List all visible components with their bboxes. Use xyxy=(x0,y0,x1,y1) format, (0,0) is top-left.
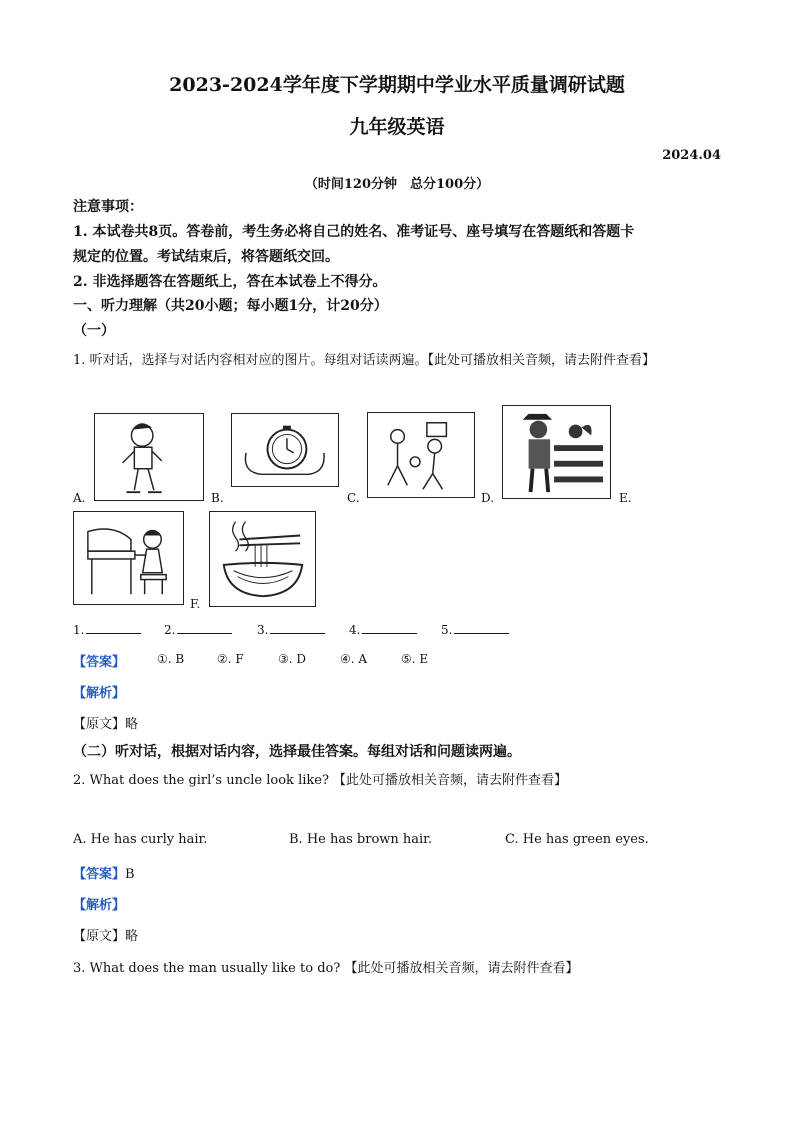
question-2-option-b: B. He has brown hair. xyxy=(289,832,433,847)
analysis-tag: 【解析】 xyxy=(73,686,126,701)
blank-number: 5. xyxy=(441,623,453,637)
answer-4: ④. A xyxy=(340,652,368,666)
notes-line-1: 1. 本试卷共8页。答卷前，考生务必将自己的姓名、准考证号、座号填写在答题纸和答题卡 xyxy=(73,224,635,240)
exam-time-info: （时间120分钟 总分100分） xyxy=(304,177,490,192)
question-2-answer: B xyxy=(125,867,135,882)
section-1-heading: 一、听力理解（共20小题；每小题1分，计20分） xyxy=(73,298,388,314)
original-tag-2: 【原文】 xyxy=(73,929,126,944)
original-text: 略 xyxy=(125,717,139,732)
analysis-tag-2: 【解析】 xyxy=(73,898,126,913)
watch-icon xyxy=(232,414,338,486)
answer-blank-2[interactable] xyxy=(164,621,232,637)
label-c: C. xyxy=(347,491,360,505)
original-text-2: 略 xyxy=(125,929,139,944)
blank-number: 1. xyxy=(73,623,85,637)
boy-dancing-icon xyxy=(95,414,203,500)
picture-a-boy-dancing xyxy=(94,413,204,501)
answer-tag: 【答案】 xyxy=(73,655,126,670)
question-2-text: 2. What does the girl’s uncle look like? 【此处可播放相关音频，请去附件查看】 xyxy=(73,773,568,788)
label-e: E. xyxy=(619,491,632,505)
answer-blank-1[interactable] xyxy=(73,621,141,637)
answer-tag-2: 【答案】 xyxy=(73,867,126,882)
part-1-label: （一） xyxy=(73,323,115,339)
blank-number: 2. xyxy=(164,623,176,637)
question-1-text: 1. 听对话，选择与对话内容相对应的图片。每组对话读两遍。【此处可播放相关音频，请去附件查看】 xyxy=(73,353,656,368)
exam-date: 2024.04 xyxy=(662,148,721,163)
label-a: A. xyxy=(73,491,86,505)
notes-line-1b: 规定的位置。考试结束后，将答题纸交回。 xyxy=(73,249,339,265)
original-tag: 【原文】 xyxy=(73,717,126,732)
label-f: F. xyxy=(190,597,201,611)
exam-title: 2023-2024学年度下学期期中学业水平质量调研试题 xyxy=(169,74,625,96)
blank-number: 4. xyxy=(349,623,361,637)
question-2-answer-line xyxy=(73,863,135,882)
answer-blank-5[interactable] xyxy=(441,621,509,637)
original-line-2 xyxy=(73,925,138,944)
label-d: D. xyxy=(481,491,495,505)
answer-3: ③. D xyxy=(278,652,307,666)
basketball-players-icon xyxy=(368,413,474,497)
picture-b-watch xyxy=(231,413,339,487)
blank-number: 3. xyxy=(257,623,269,637)
label-b: B. xyxy=(211,491,224,505)
picture-e-piano xyxy=(73,511,184,605)
picture-d-farmer xyxy=(502,405,611,499)
question-3-text: 3. What does the man usually like to do? 【此处可播放相关音频，请去附件查看】 xyxy=(73,961,579,976)
answer-blank-3[interactable] xyxy=(257,621,325,637)
notes-line-2: 2. 非选择题答在答题纸上，答在本试卷上不得分。 xyxy=(73,274,387,290)
picture-f-noodles xyxy=(209,511,316,607)
picture-c-basketball xyxy=(367,412,475,498)
question-2-option-a: A. He has curly hair. xyxy=(73,832,208,847)
answer-2: ②. F xyxy=(217,652,244,666)
part-2-heading: （二）听对话，根据对话内容，选择最佳答案。每组对话和问题读两遍。 xyxy=(73,744,521,760)
girl-piano-icon xyxy=(74,512,183,604)
answer-5: ⑤. E xyxy=(401,652,429,666)
exam-subtitle: 九年级英语 xyxy=(349,116,445,138)
original-line xyxy=(73,713,138,732)
answer-blank-4[interactable] xyxy=(349,621,417,637)
answer-1: ①. B xyxy=(157,652,185,666)
question-2-option-c: C. He has green eyes. xyxy=(505,832,649,847)
notes-heading: 注意事项： xyxy=(73,199,143,215)
farmer-rooster-icon xyxy=(503,406,610,498)
noodle-bowl-icon xyxy=(210,512,315,606)
